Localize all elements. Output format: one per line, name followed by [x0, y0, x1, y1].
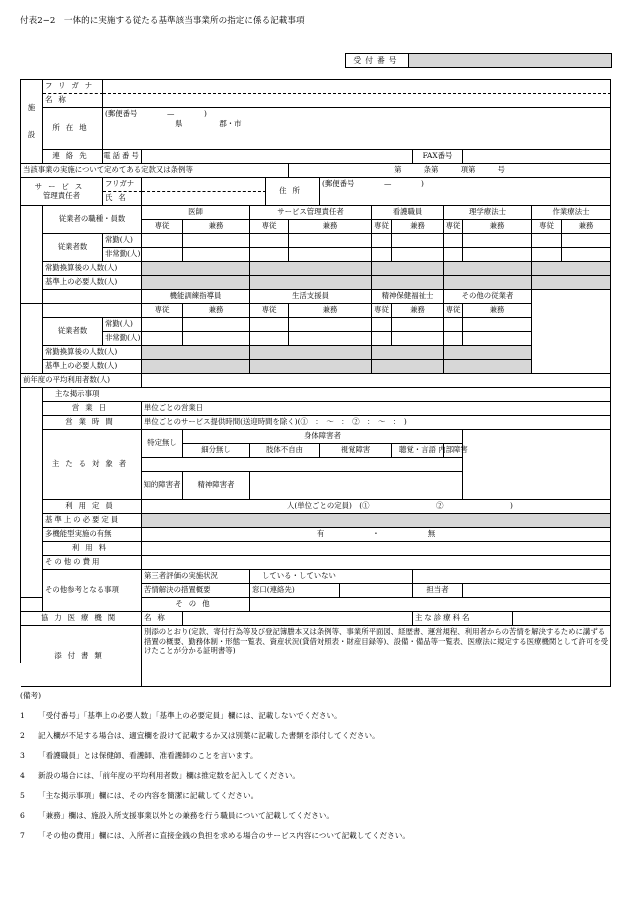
staff1-cell[interactable]	[183, 234, 250, 248]
facility-pref-city: 県 郡・市	[175, 118, 242, 128]
staff1-doctor-part: 兼務	[183, 220, 250, 234]
staff2-cell[interactable]	[392, 318, 444, 332]
manager-furigana-field[interactable]	[142, 178, 266, 192]
staff1-cell[interactable]	[463, 234, 532, 248]
main-items-indent	[21, 388, 43, 598]
staff1-req-ot	[532, 276, 611, 290]
staff1-sm-full: 専従	[250, 220, 289, 234]
multi-function-field[interactable]	[142, 528, 611, 542]
cooperating-name-label: 名称	[142, 612, 183, 626]
staff1-cell[interactable]	[392, 248, 444, 262]
staff2-cell[interactable]	[250, 332, 289, 346]
staff1-cell[interactable]	[289, 248, 372, 262]
staff1-pt-full: 専従	[444, 220, 463, 234]
staff1-cell[interactable]	[183, 248, 250, 262]
staff1-fulltime-label: 常勤(人)	[103, 234, 142, 248]
staff2-ft-full: 専従	[142, 304, 183, 318]
third-party-label: 第三者評価の実施状況	[142, 570, 250, 584]
facility-contact-label: 連絡先	[43, 150, 103, 164]
staff2-cell[interactable]	[372, 332, 392, 346]
business-days-field[interactable]: 単位ごとの営業日	[142, 402, 611, 416]
staff1-fte-label: 常勤換算後の人数(人)	[43, 262, 142, 276]
staff2-blank	[43, 304, 142, 318]
staff2-fte-cell[interactable]	[250, 346, 372, 360]
staff2-role-functional-trainer: 機能訓練指導員	[142, 290, 250, 304]
facility-name-label: 名称	[43, 94, 103, 108]
capacity-field[interactable]: 人(単位ごとの定員) (① ② )	[142, 500, 611, 514]
target-internal-option[interactable]: 内部障害	[444, 444, 463, 458]
staff1-count-label: 従業者数	[43, 234, 103, 262]
staff1-cell[interactable]	[444, 248, 463, 262]
multi-yes-option[interactable]: 有	[316, 529, 325, 539]
target-blank-2	[250, 472, 463, 500]
staff1-cell[interactable]	[372, 234, 392, 248]
third-party-field[interactable]: している・していない	[250, 570, 413, 584]
complaint-label: 苦情解決の措置概要	[142, 584, 250, 598]
staff1-cell[interactable]	[562, 234, 611, 248]
staff1-req-sm	[250, 276, 372, 290]
receipt-number-field[interactable]	[409, 54, 611, 67]
staff2-role-psw: 精神保健福祉士	[372, 290, 444, 304]
facility-postal: (郵便番号 — )	[105, 109, 207, 118]
facility-phone-label: 電話番号	[103, 150, 142, 164]
third-party-blank	[413, 570, 611, 584]
staff2-cell[interactable]	[289, 332, 372, 346]
fee-field[interactable]	[142, 542, 611, 556]
staff2-cell[interactable]	[444, 332, 463, 346]
staff1-fte-nurse[interactable]	[372, 262, 444, 276]
facility-section-label: 施 設	[21, 80, 43, 164]
manager-name-field[interactable]	[142, 192, 266, 206]
staff2-required-label: 基準上の必要人数(人)	[43, 360, 142, 374]
cooperating-medical-label: 協力医療機関	[21, 612, 142, 626]
notes-header: (備考)	[20, 691, 42, 700]
note-item: 6 「兼務」欄は、施設入所支援事業以外との兼務を行う職員について記載してください。	[20, 811, 334, 820]
staff1-cell[interactable]	[463, 248, 532, 262]
staff1-cell[interactable]	[532, 234, 562, 248]
staff2-cell[interactable]	[463, 332, 532, 346]
staff1-ot-part: 兼務	[562, 220, 611, 234]
staff1-fte-doctor[interactable]	[142, 262, 250, 276]
reference-label: その他参考となる事項	[43, 570, 142, 612]
staff1-role-doctor: 医師	[142, 206, 250, 220]
facility-fax-field[interactable]	[463, 150, 611, 164]
staff1-fte-pt[interactable]	[444, 262, 532, 276]
staff1-pt-part: 兼務	[463, 220, 532, 234]
fee-label: 利用料	[43, 542, 142, 556]
staff2-fte-cell[interactable]	[142, 346, 250, 360]
business-hours-label: 営業時間	[43, 416, 142, 430]
staff2-req-cell	[372, 360, 444, 374]
staff1-role-pt: 理学療法士	[444, 206, 532, 220]
target-spacer	[142, 458, 463, 472]
complaint-person-field[interactable]	[463, 584, 611, 598]
staff2-ls-part: 兼務	[289, 304, 372, 318]
staff1-cell[interactable]	[372, 248, 392, 262]
reference-other-field[interactable]	[250, 598, 611, 612]
staff1-fte-ot[interactable]	[532, 262, 611, 276]
note-item: 5 「主な掲示事項」欄には、その内容を簡潔に記載してください。	[20, 791, 259, 800]
staff1-header: 従業者の職種・員数	[43, 206, 142, 234]
facility-phone-field[interactable]	[142, 150, 413, 164]
manager-furigana-label: フリガナ	[103, 178, 142, 192]
staff1-cell[interactable]	[142, 234, 183, 248]
receipt-number-box	[345, 53, 612, 68]
facility-fax-label: FAX番号	[413, 150, 463, 164]
complaint-person-label: 担当者	[413, 584, 463, 598]
staff1-cell[interactable]	[392, 234, 444, 248]
staff1-role-ot: 作業療法士	[532, 206, 611, 220]
facility-address-label: 所在地	[43, 108, 103, 150]
staff2-count-label: 従業者数	[43, 318, 103, 346]
target-blank	[463, 430, 611, 500]
target-none-option[interactable]: 特定無し	[142, 430, 183, 458]
avg-users-field[interactable]	[142, 374, 611, 388]
target-intellectual-option[interactable]: 知的障害者	[142, 472, 183, 500]
cooperating-name-field[interactable]	[183, 612, 413, 626]
complaint-window-field[interactable]	[340, 584, 413, 598]
staff2-blank-area	[532, 290, 611, 374]
target-mental-option[interactable]: 精神障害者	[183, 472, 250, 500]
manager-address-field[interactable]	[320, 178, 611, 206]
ordinance-field[interactable]: 第 条第 項第 号	[289, 164, 611, 178]
note-item: 1 「受付番号」「基準上の必要人数」「基準上の必要定員」欄には、記載しないでください。	[20, 711, 342, 720]
facility-furigana-field[interactable]	[103, 80, 611, 94]
cooperating-dept-label: 主な診療科名	[413, 612, 513, 626]
target-limb-option[interactable]: 肢体不自由	[250, 444, 320, 458]
staff1-cell[interactable]	[444, 234, 463, 248]
staff1-fte-sm[interactable]	[250, 262, 372, 276]
required-capacity-field	[142, 514, 611, 528]
manager-address-label: 住所	[266, 178, 320, 206]
note-item: 3 「看護職員」とは保健師、看護師、准看護師のことを言います。	[20, 751, 258, 760]
main-items-header: 主な掲示事項	[43, 388, 611, 402]
staff1-sm-part: 兼務	[289, 220, 372, 234]
staff2-ft-part: 兼務	[183, 304, 250, 318]
staff2-cell[interactable]	[372, 318, 392, 332]
staff2-fte-cell[interactable]	[444, 346, 532, 360]
ordinance-label: 当該事業の実施について定めてある定款又は条例等	[21, 164, 289, 178]
staff1-indent	[21, 206, 43, 304]
manager-name-label: 氏名	[103, 192, 142, 206]
facility-address-field[interactable]	[103, 108, 611, 150]
staff2-cell[interactable]	[289, 318, 372, 332]
staff2-fte-label: 常勤換算後の人数(人)	[43, 346, 142, 360]
cooperating-dept-field[interactable]	[513, 612, 611, 626]
other-fee-field[interactable]	[142, 556, 611, 570]
complaint-window-label: 窓口(連絡先)	[250, 584, 340, 598]
staff2-indent	[21, 304, 43, 374]
staff2-cell[interactable]	[444, 318, 463, 332]
target-hearing-option[interactable]: 聴覚・言語	[392, 444, 444, 458]
manager-postal: (郵便番号 — )	[322, 179, 424, 188]
manager-label: サービス 管理責任者	[21, 178, 103, 206]
staff2-other-full: 専従	[444, 304, 463, 318]
staff2-req-cell	[444, 360, 532, 374]
note-item: 2 記入欄が不足する場合は、適宜欄を設けて記載するか又は別葉に記載した書類を添付してください。	[20, 731, 380, 740]
staff1-cell[interactable]	[250, 248, 289, 262]
staff2-role-life-support: 生活支援員	[250, 290, 372, 304]
staff1-req-doctor	[142, 276, 250, 290]
other-fee-label: その他の費用	[43, 556, 142, 570]
receipt-number-label: 受付番号	[346, 54, 409, 67]
staff1-parttime-label: 非常勤(人)	[103, 248, 142, 262]
staff2-ls-full: 専従	[250, 304, 289, 318]
staff2-cell[interactable]	[183, 318, 250, 332]
staff2-fte-cell[interactable]	[372, 346, 444, 360]
target-label: 主たる対象者	[43, 430, 142, 500]
business-hours-field[interactable]: 単位ごとのサービス提供時間(送迎時間を除く)(① ： 〜 ： ② ： 〜 ： )	[142, 416, 611, 430]
staff2-cell[interactable]	[142, 332, 183, 346]
staff1-cell[interactable]	[289, 234, 372, 248]
staff1-cell[interactable]	[532, 248, 562, 262]
attachments-text: 別添のとおり(定款、寄付行為等及び登記簿謄本又は条例等、事業所平面図、経歴書、運営規程、利用者からの苦情を解決するために講ずる措置の概要、勤務体制・形態一覧表、資産状況(貸借対照表・財産目録等)、設備・備品等一覧表、医療法に規定する医療機関として許可を受けたことが分かる証明書等)	[142, 626, 611, 687]
multi-function-label: 多機能型実施の有無	[43, 528, 142, 542]
notes-section	[20, 686, 410, 846]
staff2-fulltime-label: 常勤(人)	[103, 318, 142, 332]
target-physical-label: 身体障害者	[183, 430, 463, 444]
staff2-cell[interactable]	[463, 318, 532, 332]
staff1-cell[interactable]	[250, 234, 289, 248]
staff2-psw-full: 専従	[372, 304, 392, 318]
note-item: 4 新設の場合には、「前年度の平均利用者数」欄は推定数を記入してください。	[20, 771, 300, 780]
form-table	[20, 79, 611, 663]
note-item: 7 「その他の費用」欄には、入所者に直接金銭の負担を求める場合のサービス内容について記載してください。	[20, 831, 410, 840]
staff2-other-part: 兼務	[463, 304, 532, 318]
staff2-cell[interactable]	[142, 318, 183, 332]
staff2-cell[interactable]	[183, 332, 250, 346]
staff1-nurse-full: 専従	[372, 220, 392, 234]
avg-users-label: 前年度の平均利用者数(人)	[21, 374, 142, 388]
capacity-label: 利用定員	[43, 500, 142, 514]
reference-other-label: その他	[142, 598, 250, 612]
target-sub-none-option[interactable]: 細分無し	[183, 444, 250, 458]
staff1-nurse-part: 兼務	[392, 220, 444, 234]
staff1-role-nurse: 看護職員	[372, 206, 444, 220]
staff2-cell[interactable]	[392, 332, 444, 346]
form-title: 付表2−2 一体的に実施する従たる基準該当事業所の指定に係る記載事項	[20, 16, 305, 26]
required-capacity-label: 基準上の必要定員	[43, 514, 142, 528]
staff2-req-cell	[250, 360, 372, 374]
multi-no-option[interactable]: 無	[427, 529, 436, 539]
staff2-parttime-label: 非常勤(人)	[103, 332, 142, 346]
staff2-cell[interactable]	[250, 318, 289, 332]
staff1-role-service-manager: サービス管理責任者	[250, 206, 372, 220]
staff2-req-cell	[142, 360, 250, 374]
staff1-cell[interactable]	[142, 248, 183, 262]
staff1-cell[interactable]	[562, 248, 611, 262]
facility-furigana-label: フリガナ	[43, 80, 103, 94]
reference-indent	[21, 598, 43, 612]
staff1-req-pt	[444, 276, 532, 290]
staff2-role-other: その他の従業者	[444, 290, 532, 304]
facility-name-field[interactable]	[103, 94, 611, 108]
staff1-required-label: 基準上の必要人数(人)	[43, 276, 142, 290]
target-visual-option[interactable]: 視覚障害	[320, 444, 392, 458]
multi-dot: ・	[372, 529, 380, 539]
staff1-ot-full: 専従	[532, 220, 562, 234]
attachments-label: 添付書類	[21, 626, 142, 687]
staff2-psw-part: 兼務	[392, 304, 444, 318]
staff2-header-blank	[43, 290, 142, 304]
business-days-label: 営業日	[43, 402, 142, 416]
staff1-req-nurse	[372, 276, 444, 290]
staff1-doctor-full: 専従	[142, 220, 183, 234]
